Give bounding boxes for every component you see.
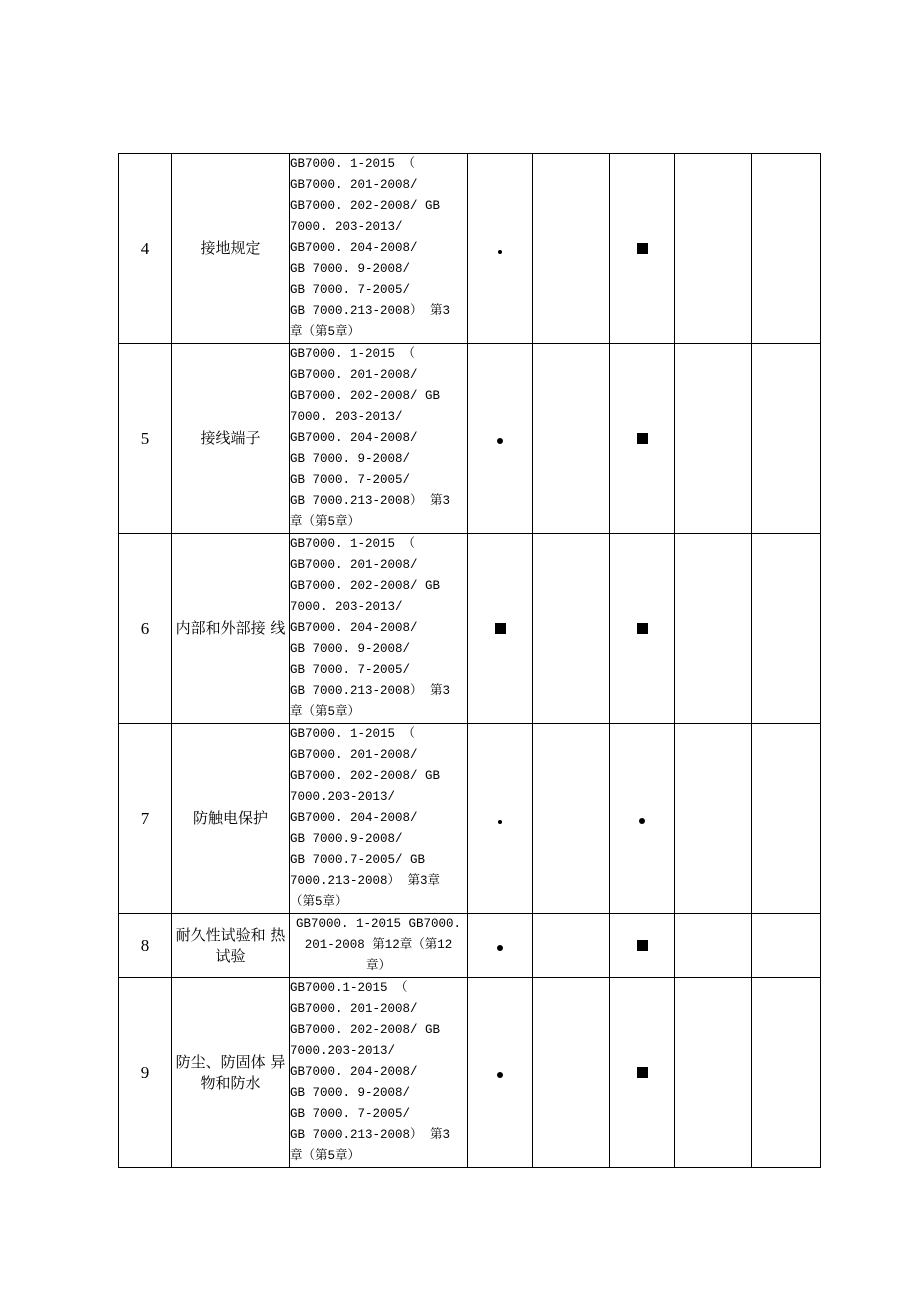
dot-small-icon [498, 820, 502, 824]
mark-cell [610, 724, 675, 914]
test-items-table [118, 153, 821, 1168]
table-row [119, 978, 821, 1168]
test-item-name: 防触电保护 [172, 724, 290, 914]
row-number: 7 [119, 724, 172, 914]
mark-cell [610, 914, 675, 978]
standard-reference: GB7000. 1-2015 （ GB7000. 201-2008/ GB7000. 202-2008/ GB 7000. 203-2013/ GB7000. 204-2008/ GB 7000. 9-2008/ GB 7000. 7-2005/ GB 7000.213-2008） 第3 章（第5章） [290, 534, 468, 724]
row-number: 9 [119, 978, 172, 1168]
table-row [119, 344, 821, 534]
mark-cell [752, 724, 821, 914]
row-number: 5 [119, 344, 172, 534]
mark-cell [533, 344, 610, 534]
table-row [119, 914, 821, 978]
mark-cell [533, 534, 610, 724]
mark-cell [752, 344, 821, 534]
mark-cell [752, 534, 821, 724]
dot-icon [639, 818, 645, 824]
mark-cell [610, 344, 675, 534]
mark-cell [675, 978, 752, 1168]
row-number: 4 [119, 154, 172, 344]
mark-cell [533, 978, 610, 1168]
filled-square-icon [637, 433, 648, 444]
row-number: 6 [119, 534, 172, 724]
mark-cell [468, 978, 533, 1168]
test-item-name: 接线端子 [172, 344, 290, 534]
standard-reference: GB7000.1-2015 （ GB7000. 201-2008/ GB7000. 202-2008/ GB 7000.203-2013/ GB7000. 204-2008/ GB 7000. 9-2008/ GB 7000. 7-2005/ GB 7000.213-2008） 第3 章（第5章） [290, 978, 468, 1168]
test-item-name: 接地规定 [172, 154, 290, 344]
mark-cell [468, 534, 533, 724]
mark-cell [468, 724, 533, 914]
test-item-name: 内部和外部接 线 [172, 534, 290, 724]
mark-cell [610, 978, 675, 1168]
mark-cell [468, 914, 533, 978]
table-row [119, 724, 821, 914]
mark-cell [468, 344, 533, 534]
dot-icon [497, 1072, 503, 1078]
mark-cell [610, 534, 675, 724]
filled-square-icon [637, 243, 648, 254]
mark-cell [533, 154, 610, 344]
mark-cell [533, 724, 610, 914]
dot-icon [497, 945, 503, 951]
mark-cell [752, 154, 821, 344]
mark-cell [675, 344, 752, 534]
test-item-name: 防尘、防固体 异物和防水 [172, 978, 290, 1168]
dot-small-icon [498, 250, 502, 254]
mark-cell [752, 978, 821, 1168]
row-number: 8 [119, 914, 172, 978]
filled-square-icon [637, 940, 648, 951]
mark-cell [675, 534, 752, 724]
mark-cell [752, 914, 821, 978]
test-item-name: 耐久性试验和 热试验 [172, 914, 290, 978]
filled-square-icon [637, 623, 648, 634]
mark-cell [610, 154, 675, 344]
table-row [119, 534, 821, 724]
dot-icon [497, 438, 503, 444]
mark-cell [675, 724, 752, 914]
mark-cell [468, 154, 533, 344]
standard-reference: GB7000. 1-2015 （ GB7000. 201-2008/ GB7000. 202-2008/ GB 7000. 203-2013/ GB7000. 204-2008/ GB 7000. 9-2008/ GB 7000. 7-2005/ GB 7000.213-2008） 第3 章（第5章） [290, 344, 468, 534]
standard-reference: GB7000. 1-2015 （ GB7000. 201-2008/ GB7000. 202-2008/ GB 7000.203-2013/ GB7000. 204-2008/ GB 7000.9-2008/ GB 7000.7-2005/ GB 7000.213-2008） 第3章 （第5章） [290, 724, 468, 914]
standard-reference: GB7000. 1-2015 GB7000. 201-2008 第12章（第12 章） [290, 914, 468, 978]
filled-square-icon [495, 623, 506, 634]
mark-cell [533, 914, 610, 978]
mark-cell [675, 914, 752, 978]
standard-reference: GB7000. 1-2015 （ GB7000. 201-2008/ GB7000. 202-2008/ GB 7000. 203-2013/ GB7000. 204-2008/ GB 7000. 9-2008/ GB 7000. 7-2005/ GB 7000.213-2008） 第3 章（第5章） [290, 154, 468, 344]
filled-square-icon [637, 1067, 648, 1078]
mark-cell [675, 154, 752, 344]
table-row [119, 154, 821, 344]
